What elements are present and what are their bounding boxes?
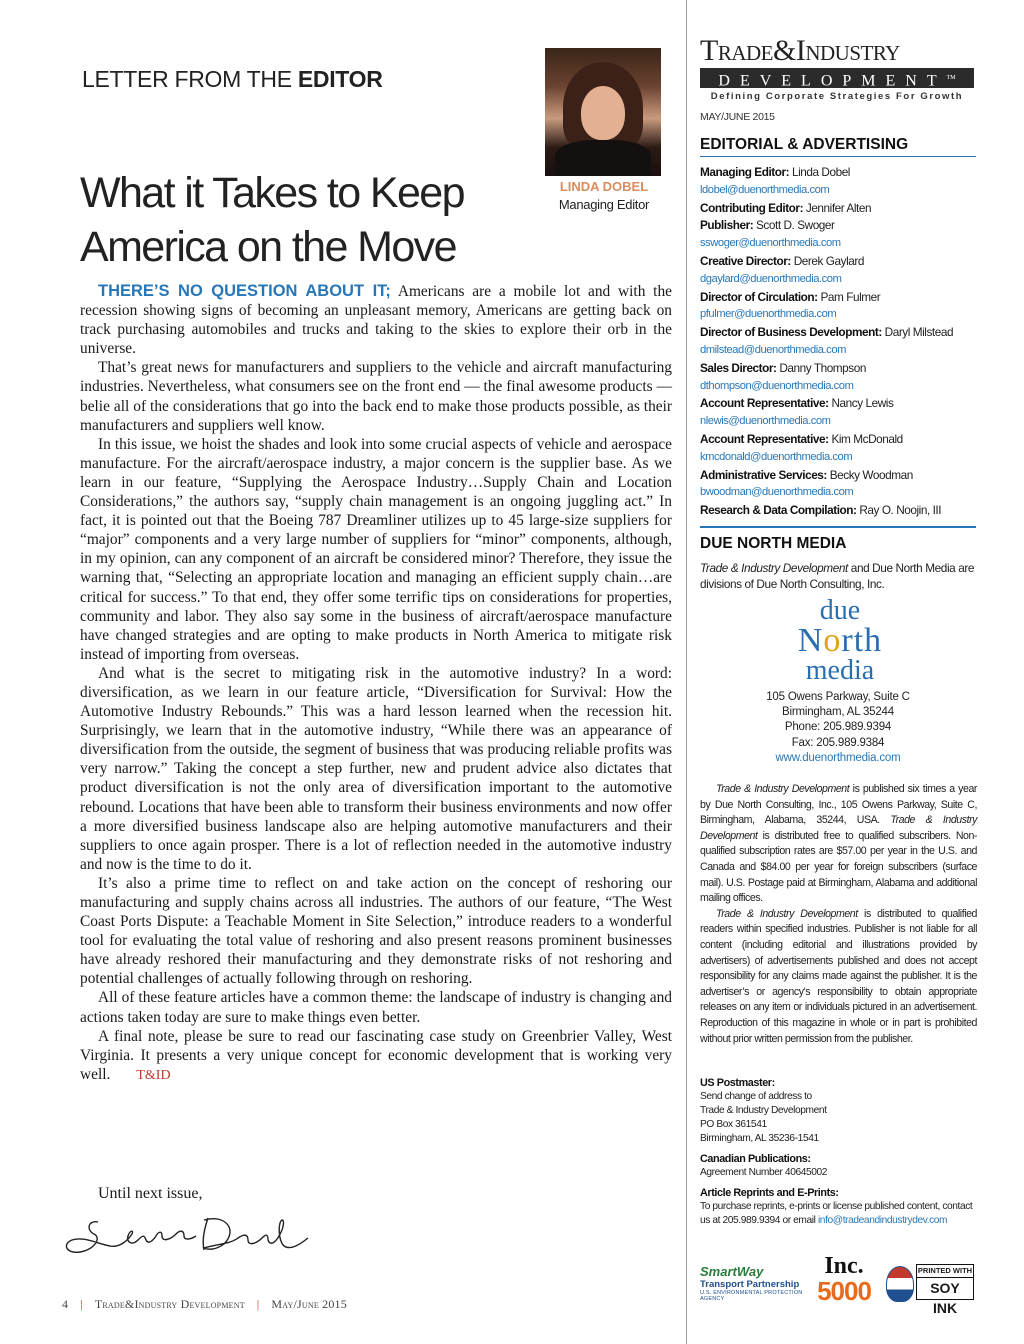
page-number: 4: [62, 1297, 69, 1311]
paragraph-4: And what is the secret to mitigating risk in the automotive industry? In a word: diversification, as we learn in our feature article, “Diversification for Survival: How the Automotive Industry Rebounds.” This was a hard lesson learned when the recession hit. Surprisingly, we learn that in the automotive industry, “While there was an appearance of diversification from the outside, the segment of business that was producing reliable profits was very narrow.” Taking the concept a step further, new and prudent advice also dictates that product diversification is not the only area of diversification important to the automotive rebound. Locations that have been able to transform their business environments and now offer a more diversified business landscape also are helping automotive manufacturers and their suppliers to once again prosper. There is a lot of reflection needed in the automotive industry and now is the time to do it.: [80, 664, 672, 873]
us-postmaster-heading: US Postmaster:: [700, 1077, 775, 1089]
publication-notice: Trade & Industry Development is published six times a year by Due North Consulting, Inc., 105 Owens Parkway, Suite C, Birmingham, Alabama, 35244, USA. Trade & Industry Development is distributed free to qualified subscribers. Non-qualified subscription rates are $57.00 per year in the U.S. and Canada and $84.00 per year for foreign subscribers (surface mail). U.S. Postage paid at Birmingham, Alabama and additional mailing offices. Trade & Industry Development is distributed to qualified readers within specified industries. Publisher is not liable for all content (including editorial and illustrations provided by advertisers) of advertisements published and does not accept responsibility for any claims made against the publisher. It is the advertiser’s or agency’s responsibility to obtain appropriate releases on any item or individuals pictured in an advertisement. Reproduction of this magazine in whole or in part is prohibited without prior written permission from the publisher.: [700, 783, 977, 1045]
paragraph-3: In this issue, we hoist the shades and look into some crucial aspects of vehicle and aerospace manufacture. For the aircraft/aerospace industry, a major concern is the supplier base. As we learn in our feature, “Supplying the Aerospace Industry…Supply Chain and Location Considerations,” the authors say, “supply chain management is an ongoing juggling act.” In fact, it is pointed out that the Boeing 787 Dreamliner utilizes up to 45 large-size suppliers for “major” components and a very large number of suppliers for “minor” components, although, in my opinion, can any component of an aircraft be considered minor? Therefore, they issue the warning that, “Selecting an appropriate location and managing an efficient supply chain…are critical for success.” To that end, they offer some terrific tips on considerations for properties, community and labor. They also say some in the business of aircraft/aerospace manufacture have changed strategies and are opting to make products in North America to mitigate risk instead of importing from overseas.: [80, 435, 672, 663]
masthead-logo: [700, 36, 974, 102]
staff-email[interactable]: bwoodman@duenorthmedia.com: [700, 486, 854, 499]
editor-title-caption: Managing Editor: [558, 197, 650, 212]
signoff: Until next issue,: [98, 1185, 203, 1202]
staff-entry: Contributing Editor: Jennifer Alten: [700, 200, 872, 215]
article-headline: What it Takes to Keep America on the Move: [80, 169, 464, 271]
due-north-heading: DUE NORTH MEDIA: [700, 535, 847, 552]
reprint-email-link[interactable]: info@tradeandindustrydev.com: [817, 1215, 948, 1226]
staff-entry: Research & Data Compilation: Ray O. Noojin, III: [700, 503, 942, 518]
postal-info: US Postmaster: Send change of address to Trade & Industry Development PO Box 361541 Birmingham, AL 35236-1541 Canadian Publications: Agreement Number 40645002 Article Reprints and E-Prints: To purchase reprints, e-prints or license published content, contact us at 205.989.9394 or email info@tradeandindustrydev.com: [700, 1076, 977, 1228]
staff-entry: Account Representative: Nancy Lewis: [700, 396, 894, 411]
contact-address: 105 Owens Parkway, Suite C Birmingham, AL 35244 Phone: 205.989.9394 Fax: 205.989.9384 www.duenorthmedia.com: [700, 690, 976, 766]
page-footer: 4 | Trade&Industry Development | May/June 2015: [62, 1297, 347, 1311]
staff-entry: Director of Circulation: Pam Fulmer: [700, 289, 881, 304]
section-divider: [700, 526, 976, 528]
flag-icon: [886, 1266, 914, 1302]
partner-logos: [700, 1253, 980, 1316]
smartway-logo: SmartWay Transport Partnership U.S. ENVIRONMENTAL PROTECTION AGENCY: [700, 1264, 803, 1302]
paragraph-6: All of these feature articles have a common theme: the landscape of industry is changing and actions taken today are sure to make things even better.: [80, 989, 672, 1026]
masthead-title: Trade&Industry: [700, 34, 900, 67]
staff-email[interactable]: nlewis@duenorthmedia.com: [700, 415, 831, 428]
end-mark: T&ID: [136, 1067, 171, 1083]
column-divider: [686, 0, 687, 1344]
staff-entry: Account Representative: Kim McDonald: [700, 431, 903, 446]
reprints-heading: Article Reprints and E-Prints:: [700, 1187, 839, 1199]
staff-entry: Administrative Services: Becky Woodman: [700, 467, 913, 482]
staff-email[interactable]: kmcdonald@duenorthmedia.com: [700, 450, 853, 463]
issue-date: MAY/JUNE 2015: [700, 111, 775, 123]
staff-entry: Creative Director: Derek Gaylard: [700, 253, 864, 268]
soy-ink-logo: PRINTED WITH SOY INK: [886, 1264, 976, 1304]
website-link[interactable]: www.duenorthmedia.com: [775, 751, 901, 764]
due-north-intro: Trade & Industry Development and Due North Media are divisions of Due North Consulting, Inc.: [700, 561, 975, 591]
paragraph-1: THERE’S NO QUESTION ABOUT IT; Americans are a mobile lot and with the recession showing signs of becoming an unpleasant memory, Americans are getting back on track purchasing automobiles and trucks and taking to the skies to explore their orb in the universe.: [80, 282, 672, 358]
section-kicker: LETTER FROM THE EDITOR: [82, 66, 383, 92]
editorial-heading: EDITORIAL & ADVERTISING: [700, 136, 976, 157]
lead-in: THERE’S NO QUESTION ABOUT IT;: [98, 282, 391, 300]
paragraph-7: A final note, please be sure to read our fascinating case study on Greenbrier Valley, West Virginia. It presents a very unique concept for economic development that is working very well. T&ID: [80, 1027, 672, 1083]
masthead-bar: DEVELOPMENT™: [700, 68, 974, 88]
inc-5000-logo: Inc. 5000: [817, 1253, 871, 1306]
editor-name-caption: LINDA DOBEL: [559, 179, 649, 194]
staff-email[interactable]: pfulmer@duenorthmedia.com: [700, 308, 837, 321]
staff-list: [700, 164, 978, 520]
staff-email[interactable]: dmilstead@duenorthmedia.com: [700, 343, 846, 356]
staff-entry: Director of Business Development: Daryl Milstead: [700, 325, 954, 340]
footer-issue: May/June 2015: [271, 1297, 347, 1311]
paragraph-2: That’s great news for manufacturers and suppliers to the vehicle and aircraft manufacturing industries. Nevertheless, what consumers see on the front end — the final awesome products — belie all of the considerations that go into the back end to make those products possible, as their manufacturers and suppliers well know.: [80, 359, 672, 434]
staff-entry: Sales Director: Danny Thompson: [700, 360, 866, 375]
article-body: [80, 282, 672, 1085]
staff-email[interactable]: dgaylard@duenorthmedia.com: [700, 272, 842, 285]
staff-email[interactable]: ldobel@duenorthmedia.com: [700, 183, 830, 196]
masthead-tagline: Defining Corporate Strategies For Growth: [710, 91, 964, 102]
canadian-heading: Canadian Publications:: [700, 1153, 811, 1165]
staff-entry: Publisher: Scott D. Swoger: [700, 218, 835, 233]
due-north-logo: due North media: [797, 595, 883, 686]
paragraph-5: It’s also a prime time to reflect on and take action on the concept of reshoring our manufacturing and supply chains across all industries. The authors of our feature, “The West Coast Ports Dispute: a Teachable Moment in Site Selection,” introduce readers to a wonderful tool for evaluating the total value of reshoring and also present reasons prominent businesses have already reshored their manufacturing and they demonstrate risks of not reshoring and potential challenges of actually following through on reshoring.: [80, 874, 672, 988]
signature-image: [58, 1200, 318, 1275]
staff-entry: Managing Editor: Linda Dobel: [700, 165, 850, 179]
staff-email[interactable]: sswoger@duenorthmedia.com: [700, 237, 841, 250]
staff-email[interactable]: dthompson@duenorthmedia.com: [700, 379, 854, 392]
editor-photo: [545, 48, 661, 176]
footer-publication: Trade&Industry Development: [94, 1297, 245, 1311]
